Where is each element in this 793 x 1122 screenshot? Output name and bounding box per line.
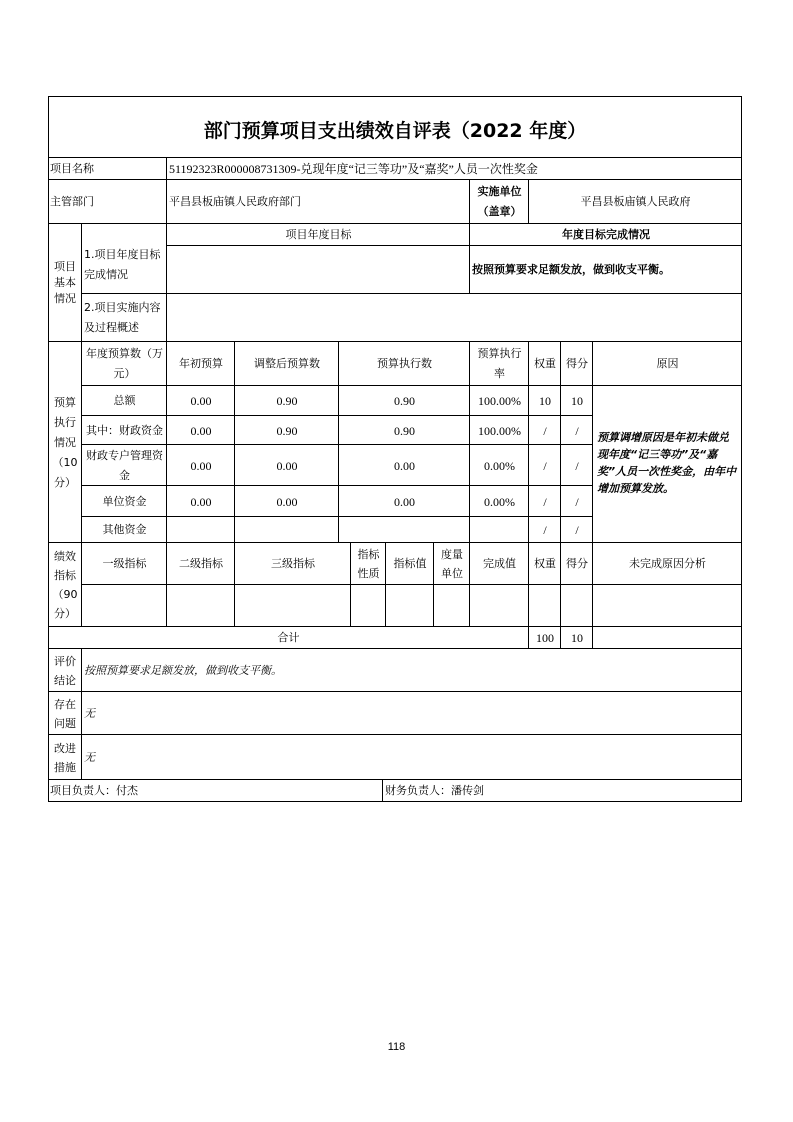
perf-section-label: 绩效指标（90分）	[52, 550, 78, 620]
budget-reason: 预算调增原因是年初未做兑现年度“记三等功”及“嘉奖”人员一次性奖金，由年中增加预算发放。	[597, 431, 737, 495]
budget-executed-header: 预算执行数	[377, 357, 432, 370]
budget-row-adjusted	[235, 517, 339, 543]
impl-process-label: 2.项目实施内容及过程概述	[84, 301, 161, 334]
total-weight: 100	[536, 631, 554, 645]
issue-label: 存在问题	[54, 697, 76, 730]
budget-row-label: 单位资金	[102, 494, 147, 508]
budget-row-label: 财政专户管理资金	[86, 448, 163, 482]
impl-value: 平昌县板庙镇人民政府	[580, 195, 691, 208]
budget-row-label: 总额	[113, 394, 136, 407]
budget-score-header: 得分	[566, 357, 588, 370]
budget-row-weight: 10	[539, 394, 551, 408]
budget-row-adjusted: 0.00	[276, 494, 298, 509]
owner-label: 项目负责人：付杰	[50, 784, 138, 797]
eval-value: 按照预算要求足额发放，做到收支平衡。	[84, 663, 282, 677]
cell	[529, 585, 561, 627]
completion-header: 年度目标完成情况	[562, 228, 650, 241]
cell	[593, 627, 742, 649]
budget-row-initial: 0.00	[190, 394, 212, 408]
perf-analysis-header: 未完成原因分析	[629, 557, 706, 570]
budget-row-weight: /	[543, 523, 547, 537]
perf-value-header: 指标值	[393, 557, 427, 570]
budget-row-adjusted: 0.00	[276, 458, 298, 473]
budget-row-score: /	[575, 494, 579, 509]
budget-amount-header: 年度预算数（万元）	[86, 347, 163, 380]
completion-value: 按照预算要求足额发放，做到收支平衡。	[472, 263, 670, 276]
budget-row-adjusted: 0.90	[276, 423, 298, 438]
budget-row-score: /	[575, 523, 579, 537]
perf-l3-header: 三级指标	[271, 557, 315, 570]
budget-row-initial: 0.00	[190, 494, 212, 509]
budget-row-rate	[470, 517, 529, 543]
annual-target-header: 项目年度目标	[285, 228, 352, 241]
issue-value: 无	[84, 706, 95, 720]
budget-row-label: 其中：财政资金	[86, 423, 163, 437]
budget-reason-header: 原因	[656, 357, 679, 370]
budget-row-rate: 100.00%	[478, 394, 521, 408]
budget-adjusted-header: 调整后预算数	[254, 357, 320, 370]
cell	[434, 585, 470, 627]
annual-target-value	[167, 246, 470, 294]
budget-rate-header: 预算执行率	[477, 347, 522, 380]
project-name-value: 51192323R000008731309-兑现年度“记三等功”及“嘉奖”人员一次性奖金	[169, 162, 538, 176]
self-evaluation-table	[48, 96, 742, 802]
budget-row-score: /	[575, 423, 579, 438]
budget-row-rate: 0.00%	[484, 458, 515, 473]
budget-section-label: 预算执行情况（10分）	[52, 395, 78, 489]
perf-nature-header: 指标性质	[357, 548, 380, 580]
cell	[561, 585, 593, 627]
budget-row-rate: 100.00%	[478, 423, 521, 438]
cell	[470, 585, 529, 627]
perf-unit-header: 度量单位	[441, 548, 463, 580]
budget-row-executed: 0.00	[394, 458, 415, 473]
budget-weight-header: 权重	[534, 357, 556, 370]
budget-row-rate: 0.00%	[484, 494, 515, 509]
impl-label-1: 实施单位	[477, 185, 522, 198]
page-title: 部门预算项目支出绩效自评表（2022 年度）	[203, 120, 587, 142]
budget-row-executed: 0.00	[394, 494, 415, 509]
budget-row-executed: 0.90	[394, 394, 415, 408]
page-number: 118	[387, 1041, 406, 1053]
budget-row-initial: 0.00	[190, 423, 212, 438]
budget-row-score: 10	[571, 394, 583, 408]
perf-l1-header: 一级指标	[102, 557, 147, 570]
budget-row-weight: /	[543, 494, 547, 509]
cell	[82, 585, 167, 627]
project-name-label: 项目名称	[50, 162, 94, 175]
basic-section-label: 项目基本情况	[54, 260, 76, 305]
measure-value: 无	[84, 750, 95, 764]
cell	[167, 585, 235, 627]
budget-row-score: /	[575, 458, 579, 473]
budget-row-executed: 0.90	[394, 423, 415, 438]
total-score: 10	[571, 631, 583, 645]
measure-label: 改进措施	[54, 741, 76, 774]
budget-row-adjusted: 0.90	[276, 394, 298, 408]
impl-label-2: （盖章）	[477, 205, 522, 218]
perf-weight-header: 权重	[534, 557, 556, 570]
perf-l2-header: 二级指标	[179, 557, 223, 570]
total-label: 合计	[277, 631, 300, 644]
dept-value: 平昌县板庙镇人民政府部门	[169, 195, 301, 208]
perf-done-header: 完成值	[483, 557, 516, 570]
budget-row-initial: 0.00	[190, 458, 212, 473]
budget-initial-header: 年初预算	[179, 357, 223, 370]
cell	[386, 585, 434, 627]
cell	[351, 585, 386, 627]
annual-target-label: 1.项目年度目标完成情况	[84, 248, 161, 281]
budget-row-executed	[339, 517, 470, 543]
budget-row-label: 其他资金	[102, 523, 147, 536]
impl-process-value	[167, 294, 742, 342]
budget-row-initial	[167, 517, 235, 543]
cell	[593, 585, 742, 627]
cell	[235, 585, 351, 627]
dept-label: 主管部门	[50, 195, 94, 208]
budget-row-weight: /	[543, 423, 547, 438]
perf-score-header: 得分	[566, 557, 588, 570]
budget-row-weight: /	[543, 458, 547, 473]
eval-label: 评价结论	[54, 654, 76, 687]
finance-label: 财务负责人：潘传剑	[385, 784, 484, 797]
